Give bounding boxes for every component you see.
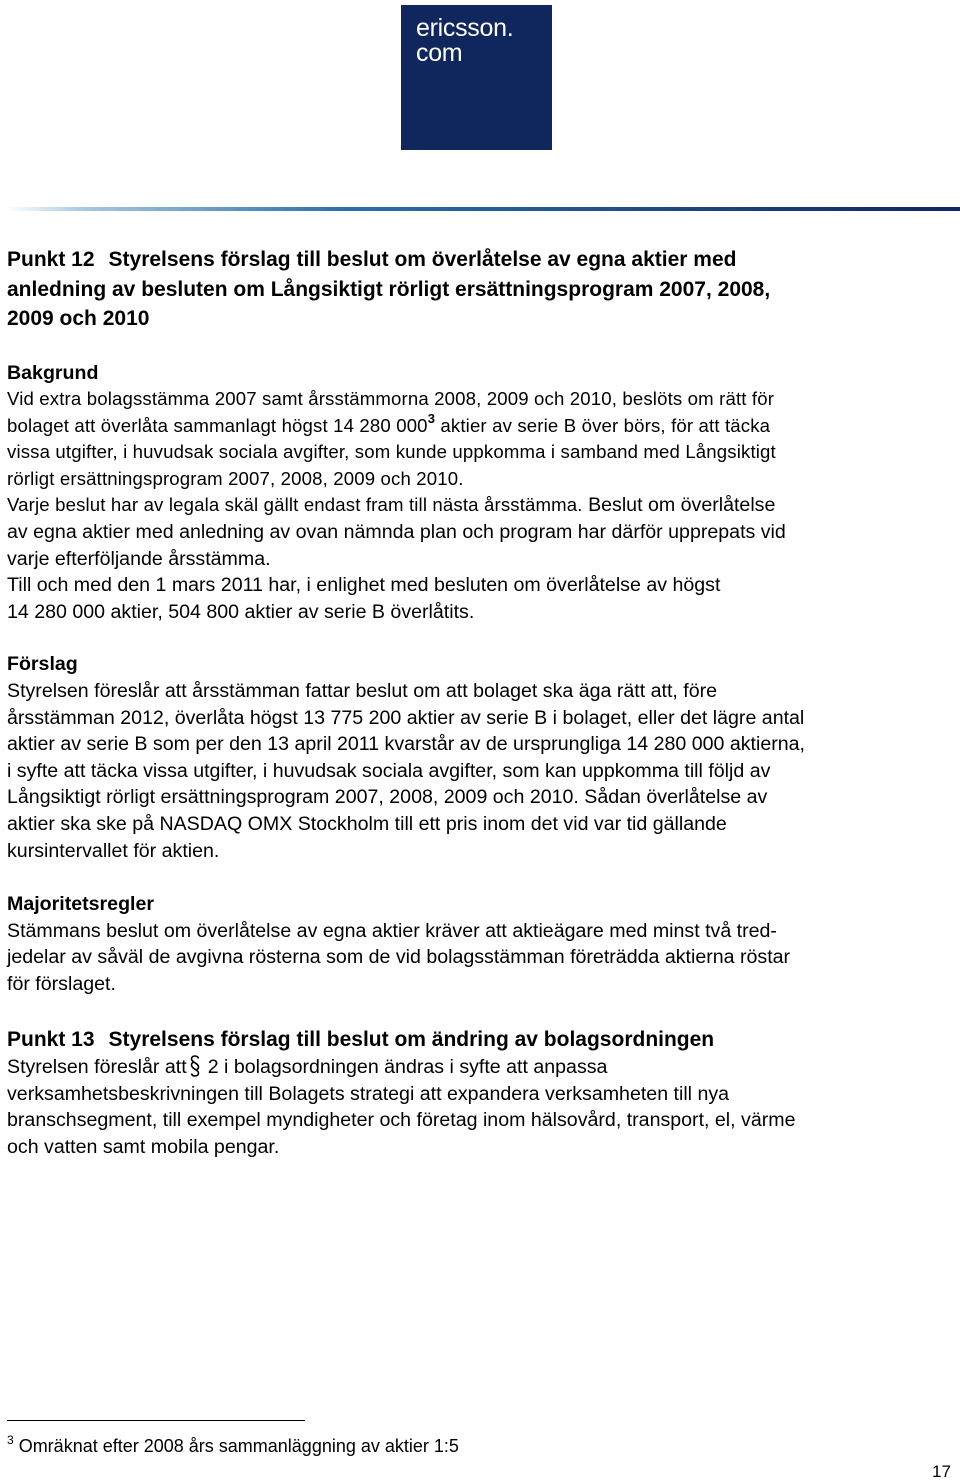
- bakgrund-heading: Bakgrund: [7, 361, 99, 384]
- forslag-line: aktier ska ske på NASDAQ OMX Stockholm till ett pris inom det vid var tid gällande: [7, 813, 727, 835]
- majoritetsregler-line: Stämmans beslut om överlåtelse av egna aktier kräver att aktieägare med minst två tred-: [7, 919, 777, 942]
- majoritetsregler-line: för förslaget.: [7, 972, 116, 995]
- footnote: [7, 1435, 459, 1457]
- bakgrund-text: bolaget att överlåta sammanlagt högst 14 280 000: [7, 414, 428, 436]
- bakgrund-text: Varje beslut har av legala skäl gällt endast fram till nästa årsstämma.: [7, 494, 583, 516]
- punkt-13-title: Styrelsens förslag till beslut om ändring av bolagsordningen: [108, 1027, 715, 1051]
- bakgrund-line: [7, 492, 952, 519]
- footnote-reference: 3: [427, 410, 436, 426]
- logo-line-1: ericsson.: [416, 14, 514, 42]
- bakgrund-line: vissa utgifter, i huvudsak sociala avgifter, som kunde uppkomma i samband med Långsiktigt: [7, 441, 776, 463]
- forslag-line: Styrelsen föreslår att årsstämman fattar beslut om att bolaget ska äga rätt att, före: [7, 680, 718, 703]
- bakgrund-line: 14 280 000 aktier, 504 800 aktier av serie B överlåtits.: [7, 600, 475, 623]
- bakgrund-text: aktier av serie B över börs, för att täcka: [440, 414, 771, 436]
- punkt-12-heading: [7, 245, 952, 275]
- ericsson-logo: [401, 5, 552, 150]
- section-sign-icon: [189, 1055, 201, 1077]
- punkt-12-number: Punkt 12: [7, 248, 95, 271]
- footnote-mark: 3: [7, 1433, 14, 1447]
- bakgrund-line: Till och med den 1 mars 2011 har, i enlighet med besluten om överlåtelse av högst: [7, 574, 721, 597]
- bakgrund-line: [7, 410, 952, 440]
- punkt-13-text: 2 i bolagsordningen ändras i syfte att anpassa: [207, 1056, 608, 1079]
- document-body: [7, 245, 952, 1160]
- punkt-12-title-line-3: 2009 och 2010: [7, 307, 150, 330]
- punkt-13-heading: [7, 1025, 952, 1055]
- forslag-line: i syfte att täcka vissa utgifter, i huvudsak sociala avgifter, som kan uppkomma till följd av: [7, 759, 771, 782]
- forslag-line: årsstämman 2012, överlåta högst 13 775 200 aktier av serie B i bolaget, eller det lägre antal: [7, 706, 805, 729]
- bakgrund-line: av egna aktier med anledning av ovan nämnda plan och program har därför upprepats vid: [7, 521, 786, 544]
- header-gradient-rule: [6, 207, 960, 211]
- forslag-line: kursintervallet för aktien.: [7, 839, 220, 862]
- majoritetsregler-heading: Majoritetsregler: [7, 893, 155, 916]
- footnote-text: Omräknat efter 2008 års sammanläggning av aktier 1:5: [18, 1436, 459, 1456]
- punkt-13-number: Punkt 13: [7, 1027, 95, 1051]
- bakgrund-line: varje efterföljande årsstämma.: [7, 547, 271, 570]
- forslag-line: Långsiktigt rörligt ersättningsprogram 2007, 2008, 2009 och 2010. Sådan överlåtelse av: [7, 786, 768, 809]
- punkt-13-line: branschsegment, till exempel myndigheter och företag inom hälsovård, transport, el, värme: [7, 1109, 796, 1132]
- page-number: 17: [932, 1462, 951, 1481]
- forslag-line: aktier av serie B som per den 13 april 2011 kvarstår av de ursprungliga 14 280 000 aktierna,: [7, 733, 805, 756]
- punkt-13-text: Styrelsen föreslår att: [7, 1056, 187, 1079]
- bakgrund-text: Beslut om överlåtelse: [588, 494, 776, 517]
- logo-line-2: com: [416, 39, 463, 67]
- majoritetsregler-line: jedelar av såväl de avgivna rösterna som de vid bolagsstämman företrädda aktierna röstar: [7, 946, 791, 969]
- bakgrund-line: Vid extra bolagsstämma 2007 samt årsstämmorna 2008, 2009 och 2010, beslöts om rätt för: [7, 388, 775, 410]
- punkt-12-title-line-2: anledning av besluten om Långsiktigt rörligt ersättningsprogram 2007, 2008,: [7, 277, 771, 301]
- punkt-13-line: och vatten samt mobila pengar.: [7, 1135, 280, 1158]
- forslag-heading: Förslag: [7, 653, 78, 676]
- punkt-13-line: [7, 1054, 952, 1081]
- punkt-13-line: verksamhetsbeskrivningen till Bolagets strategi att expandera verksamheten till nya: [7, 1082, 730, 1105]
- bakgrund-line: rörligt ersättningsprogram 2007, 2008, 2009 och 2010.: [7, 467, 464, 489]
- punkt-12-title: Styrelsens förslag till beslut om överlåtelse av egna aktier med: [108, 248, 737, 271]
- footnote-separator: [7, 1420, 305, 1421]
